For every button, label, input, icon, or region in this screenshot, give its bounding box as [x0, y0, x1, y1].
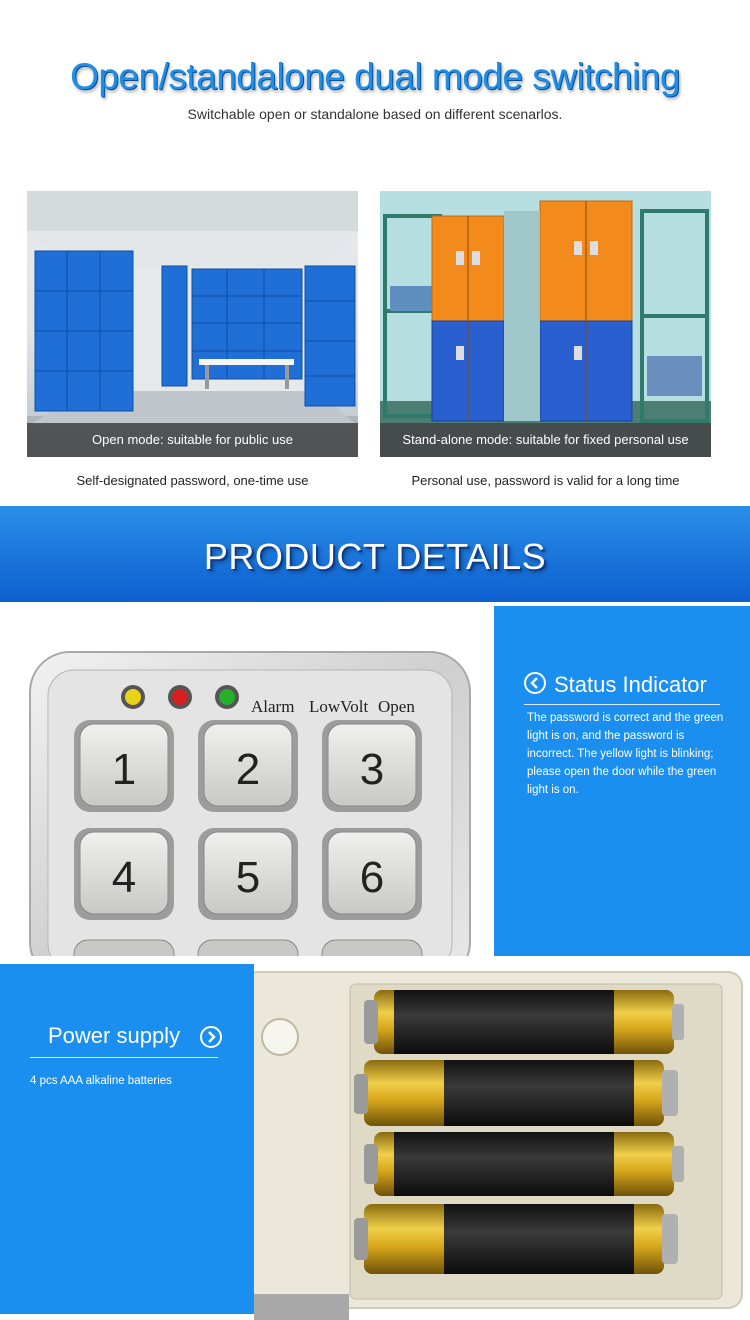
status-divider: [524, 704, 720, 705]
power-supply-heading: Power supply: [48, 1023, 181, 1048]
key-1[interactable]: [74, 720, 174, 812]
status-indicator-heading: Status Indicator: [554, 672, 707, 697]
alarm-label: Alarm: [251, 697, 295, 716]
status-indicator-text: The password is correct and the green light is on, and the password is incorrect. The yellow light is blinking; please open the door while the green light is on.: [527, 712, 724, 796]
dormitory-illustration: [380, 191, 711, 457]
battery-1: [364, 990, 684, 1054]
svg-text:6: 6: [359, 853, 385, 902]
product-details-title: PRODUCT DETAILS: [203, 536, 547, 577]
locker-room-illustration: [27, 191, 358, 457]
page-title: Open/standalone dual mode switching: [70, 56, 680, 97]
lowvolt-label: LowVolt: [309, 697, 369, 716]
open-mode-description: Self-designated password, one-time use: [76, 473, 309, 488]
standalone-mode-caption: Stand-alone mode: suitable for fixed personal use: [380, 423, 711, 457]
key-2[interactable]: [198, 720, 298, 812]
key-6[interactable]: [322, 828, 422, 920]
open-mode-caption: Open mode: suitable for public use: [27, 423, 358, 457]
power-divider: [30, 1057, 218, 1058]
battery-4: [354, 1204, 678, 1274]
power-supply-text: 4 pcs AAA alkaline batteries: [30, 1075, 172, 1087]
svg-text:2: 2: [235, 745, 261, 794]
svg-text:4: 4: [111, 853, 137, 902]
product-details-banner: [0, 506, 750, 602]
open-mode-photo: [27, 191, 358, 457]
svg-text:5: 5: [235, 853, 261, 902]
key-5[interactable]: [198, 828, 298, 920]
keypad-illustration: [0, 606, 494, 956]
battery-3: [364, 1132, 684, 1196]
battery-2: [354, 1060, 678, 1126]
page-subtitle: Switchable open or standalone based on different scenarlos.: [187, 106, 563, 122]
chevron-left-circle-icon: [524, 672, 546, 694]
battery-illustration: [254, 964, 750, 1320]
key-4[interactable]: [74, 828, 174, 920]
chevron-right-circle-icon: [200, 1026, 222, 1048]
svg-text:1: 1: [111, 745, 137, 794]
power-supply-panel: [0, 964, 254, 1314]
key-3[interactable]: [322, 720, 422, 812]
status-indicator-panel: [494, 606, 750, 956]
svg-text:3: 3: [359, 745, 385, 794]
standalone-mode-photo: [380, 191, 711, 457]
keypad-photo: [0, 606, 494, 956]
standalone-mode-description: Personal use, password is valid for a long time: [411, 473, 680, 488]
open-label: Open: [378, 697, 415, 716]
battery-compartment-photo: [254, 964, 750, 1320]
